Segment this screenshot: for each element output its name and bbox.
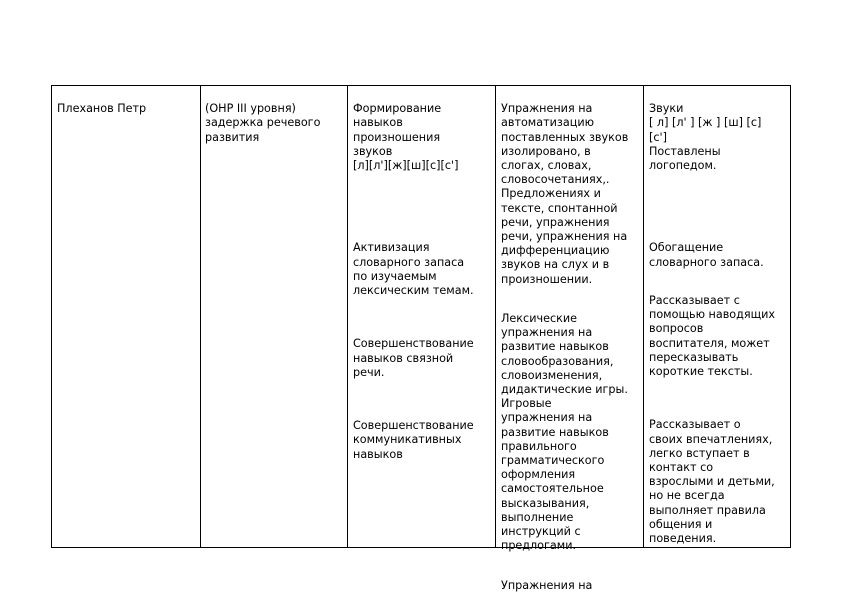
column-divider <box>200 86 201 547</box>
column-divider <box>347 86 348 547</box>
diagnosis-cell <box>205 88 320 159</box>
result-communication: Рассказывает о своих впечатлениях, легко вступает в контакт со взрослыми и детьми, но не всегда выполняет правила общения и поведения. <box>649 418 775 546</box>
results-cell <box>649 88 775 560</box>
child-name: Плеханов Петр <box>57 102 147 116</box>
exercises-lexical: Лексические упражнения на развитие навыков словообразования, словоизменения, дидактические игры. Игровые упражнения на развитие навыков правильного грамматического оформления самостоятельное высказывания, выполнение инструкций с предлогами. <box>501 312 628 553</box>
result-sounds: Звуки [ л] [л' ] [ж ] [ш] [с] [с'] Поставлены логопедом. <box>649 102 762 173</box>
result-vocabulary: Обогащение словарного запаса. <box>649 241 764 269</box>
goal-communication: Совершенствование коммуникативных навыков <box>353 419 474 461</box>
child-name-cell <box>57 88 146 131</box>
goals-cell <box>353 88 474 476</box>
column-divider <box>495 86 496 547</box>
result-retelling: Рассказывает с помощью наводящих вопросов воспитателя, может пересказывать короткие тексты. <box>649 294 776 379</box>
column-divider <box>643 86 644 547</box>
exercises-cell <box>501 88 628 607</box>
goal-pronunciation: Формирование навыков произношения звуков [л][л'][ж][ш][с][с'] <box>353 102 459 173</box>
goal-vocabulary: Активизация словарного запаса по изучаемым лексическим темам. <box>353 241 474 298</box>
exercises-sounds: Упражнения на автоматизацию поставленных звуков изолировано, в слогах, словах, словосочетаниях,. Предложениях и тексте, спонтанной речи, упражнения речи, упражнения на дифференциацию звуков на слух и в произношении. <box>501 102 629 286</box>
goal-connected-speech: Совершенствование навыков связной речи. <box>353 337 474 379</box>
diagnosis: (ОНР III уровня) задержка речевого развития <box>205 102 321 144</box>
exercises-more: Упражнения на <box>501 578 593 592</box>
progress-table <box>51 85 791 592</box>
